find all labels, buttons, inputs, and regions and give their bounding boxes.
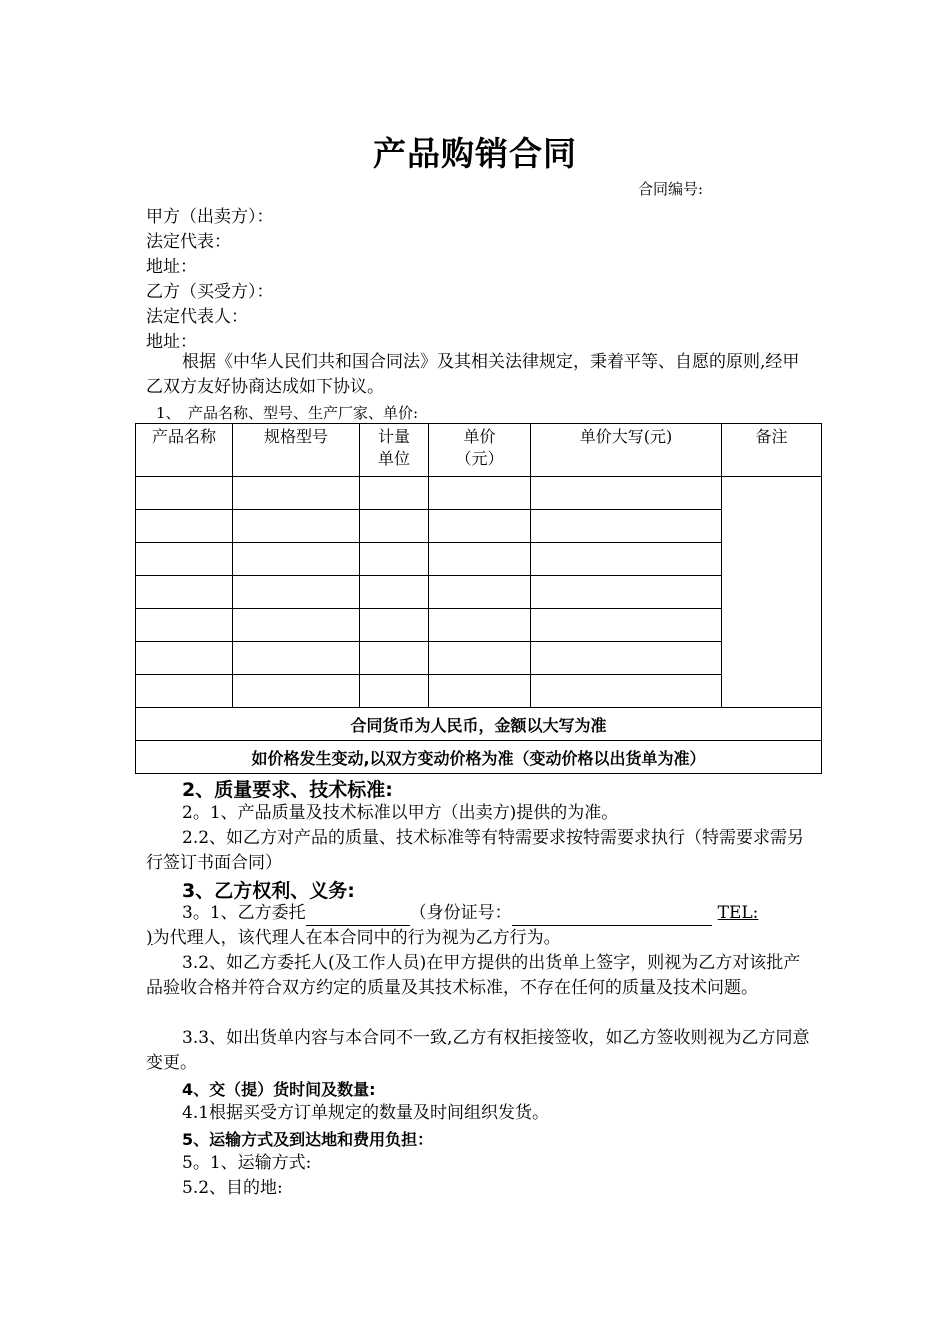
table-cell[interactable] (531, 510, 722, 543)
table-row (136, 609, 822, 642)
table-cell[interactable] (360, 609, 429, 642)
table-cell[interactable] (429, 477, 531, 510)
table-cell[interactable] (233, 477, 360, 510)
section2-clause2: 2.2、如乙方对产品的质量、技术标准等有特需要求按特需要求执行（特需要求需另行签订书面合同） (146, 828, 805, 873)
table-row (136, 576, 822, 609)
table-cell[interactable] (531, 675, 722, 708)
preamble: 根据《中华人民们共和国合同法》及其相关法律规定，秉着平等、自愿的原则,经甲乙双方友好协商达成如下协议。 (146, 352, 800, 397)
table-cell[interactable] (360, 477, 429, 510)
table-cell[interactable] (136, 642, 233, 675)
header-unit-text: 计量单位 (377, 427, 410, 468)
table-cell[interactable] (136, 675, 233, 708)
table-header-row (136, 424, 822, 477)
header-unit-price-text: 单价（元） (455, 427, 504, 468)
table-row (136, 543, 822, 576)
product-table (135, 423, 822, 774)
table-cell[interactable] (233, 609, 360, 642)
header-spec-model: 规格型号 (233, 424, 360, 477)
header-price-uppercase: 单价大写(元) (531, 424, 722, 477)
party-b-label: 乙方（买受方）： (146, 282, 274, 302)
party-b-representative: 法定代表人： (146, 307, 248, 327)
table-cell[interactable] (429, 543, 531, 576)
agent-name-blank[interactable] (306, 907, 410, 926)
table-cell[interactable] (136, 609, 233, 642)
table-row (136, 675, 822, 708)
clause1-text-e: 为代理人，该代理人在本合同中的行为视为乙方行为。 (152, 928, 561, 948)
table-cell[interactable] (233, 576, 360, 609)
table-cell[interactable] (531, 477, 722, 510)
table-cell[interactable] (429, 675, 531, 708)
party-a-address: 地址： (146, 257, 197, 277)
price-change-note: 如价格发生变动,以双方变动价格为准（变动价格以出货单为准） (136, 741, 822, 774)
table-cell[interactable] (233, 642, 360, 675)
section2-clause1: 2。1、产品质量及技术标准以甲方（出卖方)提供的为准。 (182, 803, 619, 823)
remarks-cell[interactable] (722, 477, 822, 708)
party-a-label: 甲方（出卖方）： (146, 207, 274, 227)
table-row (136, 642, 822, 675)
party-b-address: 地址： (146, 332, 197, 352)
table-cell[interactable] (136, 477, 233, 510)
currency-note-row (136, 708, 822, 741)
table-row (136, 510, 822, 543)
table-cell[interactable] (360, 675, 429, 708)
currency-note: 合同货币为人民币，金额以大写为准 (136, 708, 822, 741)
table-cell[interactable] (136, 576, 233, 609)
header-unit (360, 424, 429, 477)
table-cell[interactable] (531, 609, 722, 642)
section5-clause2: 5.2、目的地: (182, 1178, 283, 1198)
table-cell[interactable] (360, 543, 429, 576)
clause1-text-a: 3。1、乙方委托 (182, 903, 306, 923)
table-cell[interactable] (360, 576, 429, 609)
table-cell[interactable] (531, 642, 722, 675)
table-cell[interactable] (531, 543, 722, 576)
section1-heading: 1、 产品名称、型号、生产厂家、单价: (156, 404, 419, 422)
header-unit-price (429, 424, 531, 477)
section4-heading: 4、交（提）货时间及数量: (182, 1080, 376, 1099)
header-product-name: 产品名称 (136, 424, 233, 477)
id-number-blank[interactable] (512, 907, 712, 926)
clause1-tel: TEL: (717, 903, 759, 923)
party-a-representative: 法定代表： (146, 232, 231, 252)
table-cell[interactable] (429, 609, 531, 642)
section3-clause2: 3.2、如乙方委托人(及工作人员)在甲方提供的出货单上签字，则视为乙方对该批产品验收合格并符合双方约定的质量及其技术标准，不存在任何的质量及技术问题。 (146, 953, 801, 998)
table-cell[interactable] (429, 576, 531, 609)
clause1-close-paren: ) (146, 928, 153, 948)
table-cell[interactable] (233, 543, 360, 576)
table-cell[interactable] (360, 510, 429, 543)
section4-clause1: 4.1根据买受方订单规定的数量及时间组织发货。 (182, 1103, 550, 1123)
table-cell[interactable] (136, 543, 233, 576)
table-row (136, 477, 822, 510)
section5-clause1: 5。1、运输方式: (182, 1153, 312, 1173)
section3-heading: 3、乙方权利、义务: (182, 880, 355, 902)
section2-heading: 2、质量要求、技术标准: (182, 779, 393, 801)
section3-clause1 (146, 901, 810, 951)
header-remarks: 备注 (722, 424, 822, 477)
table-cell[interactable] (233, 510, 360, 543)
table-cell[interactable] (531, 576, 722, 609)
contract-number-label: 合同编号: (638, 180, 704, 198)
table-cell[interactable] (429, 510, 531, 543)
section3-clause3: 3.3、如出货单内容与本合同不一致,乙方有权拒接签收，如乙方签收则视为乙方同意变更。 (146, 1028, 810, 1073)
table-cell[interactable] (429, 642, 531, 675)
table-cell[interactable] (360, 642, 429, 675)
table-cell[interactable] (136, 510, 233, 543)
price-note-row (136, 741, 822, 774)
table-cell[interactable] (233, 675, 360, 708)
document-title: 产品购销合同 (373, 134, 577, 173)
section5-heading: 5、运输方式及到达地和费用负担： (182, 1130, 434, 1149)
clause1-text-b: （身份证号： (409, 903, 512, 923)
